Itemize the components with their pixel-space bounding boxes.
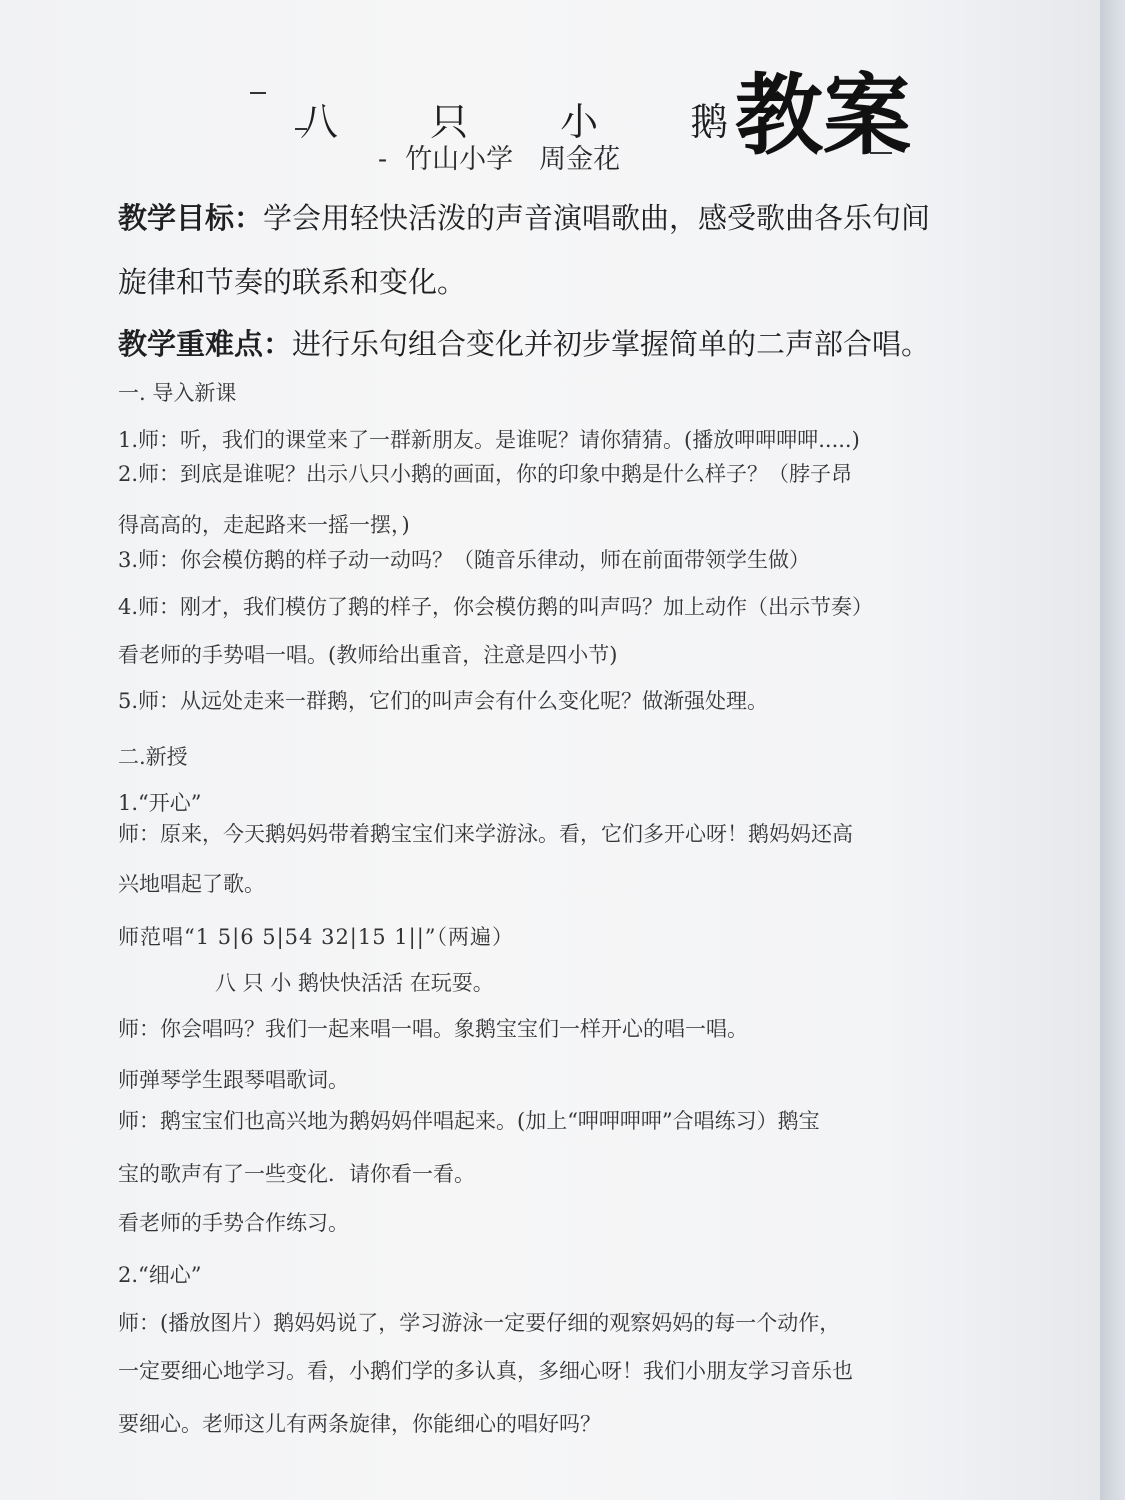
author-line: [378, 140, 620, 180]
text-line: 看老师的手势合作练习。: [118, 1211, 349, 1235]
text-line: 3.师：你会模仿鹅的样子动一动吗？（随音乐律动，师在前面带领学生做）: [118, 548, 811, 572]
text-line: 1.师：听，我们的课堂来了一群新朋友。是谁呢？请你猜猜。(播放呷呷呷呷.....): [118, 428, 860, 452]
document-title-suffix: 教案: [735, 63, 912, 167]
text-line: 宝的歌声有了一些变化．请你看一看。: [118, 1162, 475, 1186]
text-line: 看老师的手势唱一唱。(教师给出重音，注意是四小节): [118, 643, 618, 667]
text-line: 师：原来，今天鹅妈妈带着鹅宝宝们来学游泳。看，它们多开心呀！鹅妈妈还高: [118, 822, 853, 846]
text-line: 5.师：从远处走来一群鹅，它们的叫声会有什么变化呢？做渐强处理。: [118, 689, 769, 713]
text-line: 师：鹅宝宝们也高兴地为鹅妈妈伴唱起来。(加上“呷呷呷呷”合唱练习）鹅宝: [118, 1109, 820, 1133]
document-title: 八 只 小 鹅: [300, 100, 769, 144]
background-edge: [1100, 0, 1125, 1500]
objectives-text: 学会用轻快活泼的声音演唱歌曲，感受歌曲各乐句间: [263, 201, 931, 235]
section-heading-intro: 一. 导入新课: [118, 381, 237, 405]
text-line: 师：你会唱吗？我们一起来唱一唱。象鹅宝宝们一样开心的唱一唱。: [118, 1017, 748, 1041]
text-line: 要细心。老师这儿有两条旋律，你能细心的唱好吗？: [118, 1412, 601, 1436]
text-line: 师：(播放图片）鹅妈妈说了，学习游泳一定要仔细的观察妈妈的每一个动作，: [118, 1311, 841, 1335]
text-line: 2.师：到底是谁呢？出示八只小鹅的画面，你的印象中鹅是什么样子？（脖子昂: [118, 462, 853, 486]
subsection-heading: 2.“细心”: [118, 1263, 202, 1287]
music-notation-line: 师范唱“1 5|6 5|54 32|15 1||”（两遍）: [118, 925, 515, 949]
text-line: 一定要细心地学习。看，小鹅们学的多认真，多细心呀！我们小朋友学习音乐也: [118, 1359, 853, 1383]
author-name: 周金花: [539, 144, 621, 175]
objectives-line-2: 旋律和节奏的联系和变化。: [118, 265, 467, 299]
key-points-line: [118, 322, 930, 366]
lyrics-line: 八 只 小 鹅快快活活 在玩耍。: [215, 971, 494, 995]
key-points-text: 进行乐句组合变化并初步掌握简单的二声部合唱。: [292, 327, 931, 361]
text-line: 兴地唱起了歌。: [118, 872, 265, 896]
objectives-line-1: [118, 196, 930, 240]
stray-mark: [250, 92, 266, 94]
objectives-label: 教学目标：: [118, 201, 264, 235]
text-line: 师弹琴学生跟琴唱歌词。: [118, 1068, 349, 1092]
author-dash: -: [378, 144, 388, 175]
key-points-label: 教学重难点：: [118, 327, 293, 361]
school-name: 竹山小学: [405, 144, 514, 175]
section-heading-new: 二.新授: [118, 745, 188, 769]
text-line: 得高高的，走起路来一摇一摆，): [118, 513, 410, 537]
text-line: 4.师：刚才，我们模仿了鹅的样子，你会模仿鹅的叫声吗？加上动作（出示节奏）: [118, 595, 874, 619]
subsection-heading: 1.“开心”: [118, 791, 202, 815]
